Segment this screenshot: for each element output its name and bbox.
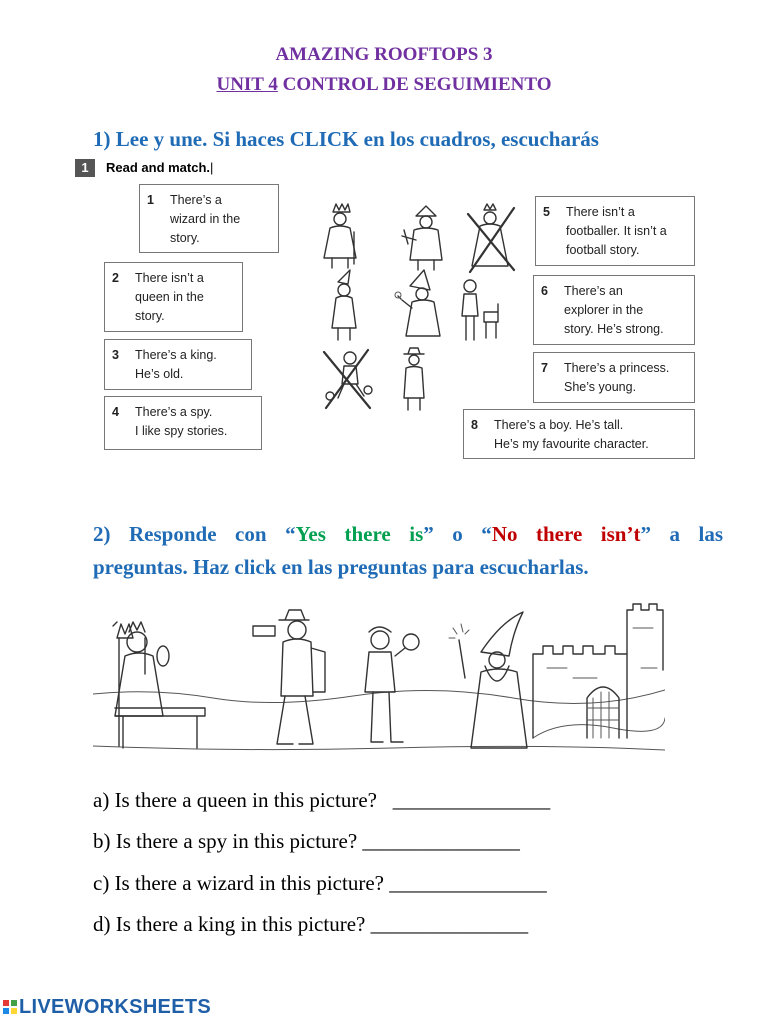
match-box-number: 5 (543, 205, 550, 219)
match-box-2[interactable] (104, 262, 243, 332)
match-box-3[interactable] (104, 339, 252, 390)
answer-blank[interactable]: _______________ (370, 912, 529, 936)
question-text: b) Is there a spy in this picture? (93, 829, 358, 853)
match-box-text: football story. (566, 243, 640, 257)
question-a[interactable] (93, 788, 550, 813)
match-box-text: She’s young. (564, 380, 637, 394)
match-box-5[interactable] (535, 196, 695, 266)
match-box-number: 6 (541, 284, 548, 298)
section2-instruction-line2: preguntas. Haz click en las preguntas para escucharlas. (93, 555, 589, 579)
crossed-princess-sketch (468, 204, 514, 272)
match-box-text: wizard in the (170, 212, 241, 226)
question-d[interactable] (93, 912, 528, 937)
match-box-number: 8 (471, 418, 478, 432)
question-b[interactable] (93, 829, 520, 854)
match-box-text: explorer in the (564, 303, 644, 317)
liveworksheets-logo[interactable] (3, 996, 211, 1019)
match-box-8[interactable] (463, 409, 695, 459)
match-box-text: There’s a king. (135, 348, 217, 362)
section1-instruction: 1) Lee y une. Si haces CLICK en los cuadros, escucharás (93, 127, 599, 151)
match-box-number: 2 (112, 271, 119, 285)
match-box-text: There’s a princess. (564, 361, 670, 375)
exercise-number-badge: 1 (75, 159, 95, 177)
character-sketches-grid (318, 200, 528, 415)
match-box-text: There isn’t a (566, 205, 635, 219)
match-box-text: footballer. It isn’t a (566, 224, 667, 238)
section2-instruction: 2) Responde con “Yes there is” o “No there isn’t” a las (93, 522, 724, 546)
match-box-text: There’s a boy. He’s tall. (494, 418, 624, 432)
worksheet-title: AMAZING ROOFTOPS 3 (275, 44, 493, 65)
queen-on-throne-sketch (113, 622, 205, 748)
unit-label: UNIT 4 (216, 74, 278, 95)
match-box-text: There’s an (564, 284, 623, 298)
princess-cone-hat-sketch (332, 270, 356, 340)
match-box-text: There’s a (170, 193, 222, 207)
castle-sketch (533, 604, 663, 738)
match-box-text: There isn’t a (135, 271, 204, 285)
no-answer-label: No there isn’t (491, 522, 641, 546)
match-box-text: story. (135, 309, 165, 323)
boy-with-chair-sketch (462, 280, 498, 340)
question-c[interactable] (93, 871, 547, 896)
question-text: d) Is there a king in this picture? (93, 912, 366, 936)
wizard-reading-sketch (402, 206, 442, 270)
spy-sketch (404, 348, 424, 410)
liveworksheets-icon (3, 1000, 17, 1014)
match-box-text: I like spy stories. (135, 424, 228, 438)
liveworksheets-brand: LIVEWORKSHEETS (19, 996, 211, 1018)
match-box-7[interactable] (533, 352, 695, 403)
answer-blank[interactable]: _______________ (389, 871, 547, 895)
crossed-footballer-sketch (324, 350, 372, 408)
match-box-number: 7 (541, 361, 548, 375)
answer-blank[interactable]: _______________ (392, 788, 551, 812)
match-box-text: story. (170, 231, 200, 245)
exercise-label: Read and match.| (106, 160, 214, 175)
worksheet-subtitle (0, 74, 768, 96)
match-box-1[interactable] (139, 184, 279, 253)
question-text: c) Is there a wizard in this picture? (93, 871, 384, 895)
wizard-with-wand-sketch (449, 612, 527, 748)
answer-blank[interactable]: _______________ (362, 829, 520, 853)
match-box-text: He’s old. (135, 367, 184, 381)
match-box-number: 3 (112, 348, 119, 362)
subtitle-rest: CONTROL DE SEGUIMIENTO (277, 74, 552, 95)
question-text: a) Is there a queen in this picture? (93, 788, 377, 812)
match-box-number: 4 (112, 405, 119, 419)
match-box-4[interactable] (104, 396, 262, 450)
yes-answer-label: Yes there is (295, 522, 424, 546)
match-box-text: story. He’s strong. (564, 322, 664, 336)
scene-illustration (93, 598, 665, 758)
match-box-number: 1 (147, 193, 154, 207)
king-sketch (324, 204, 356, 268)
explorer-with-binoculars-sketch (253, 610, 325, 744)
match-box-text: There’s a spy. (135, 405, 213, 419)
wizard-casting-sketch (395, 270, 440, 336)
match-box-text: He’s my favourite character. (494, 437, 649, 451)
match-box-text: queen in the (135, 290, 204, 304)
match-box-6[interactable] (533, 275, 695, 345)
boy-with-magnifier-sketch (365, 627, 419, 742)
